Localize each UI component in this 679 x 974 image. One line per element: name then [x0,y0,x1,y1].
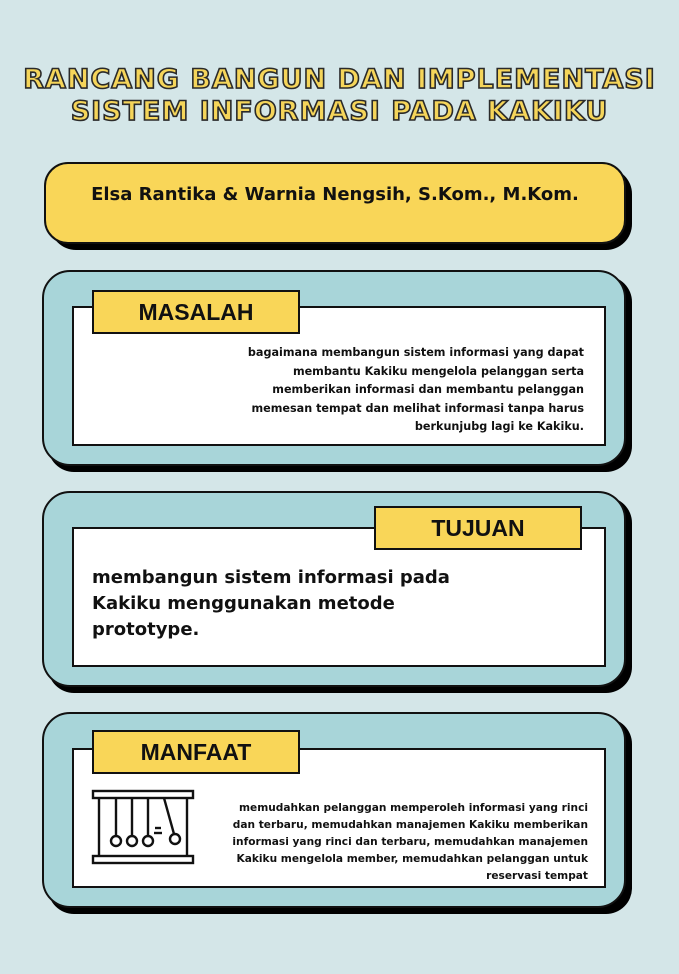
title-line-1: RANCANG BANGUN DAN IMPLEMENTASI [23,64,656,95]
tujuan-line: Kakiku menggunakan metode [92,593,395,614]
tujuan-panel [42,491,626,687]
manfaat-line: informasi yang rinci dan terbaru, memudahkan manajemen [232,836,588,848]
masalah-line: memberikan informasi dan membantu pelanggan [272,383,584,396]
tujuan-text [92,565,492,643]
tujuan-label: TUJUAN [374,506,582,550]
masalah-text [164,344,584,437]
masalah-line: membantu Kakiku mengelola pelanggan serta [292,364,584,378]
tujuan-line: membangun sistem informasi pada [92,567,450,588]
author-box [44,162,626,244]
manfaat-label: MANFAAT [92,730,300,774]
masalah-label: MASALAH [92,290,300,334]
manfaat-text [208,800,588,885]
manfaat-panel [42,712,626,908]
manfaat-line: Kakiku mengelola member, memudahkan pelanggan untuk [236,853,588,865]
masalah-panel [42,270,626,466]
masalah-line: memesan tempat dan melihat informasi tanpa harus [251,401,584,415]
manfaat-line: dan terbaru, memudahkan manajemen Kakiku memberikan [232,819,588,831]
title-line-2: SISTEM INFORMASI PADA KAKIKU [70,96,609,127]
masalah-line: bagaimana membangun sistem informasi yang dapat [247,346,584,359]
manfaat-line: reservasi tempat [486,870,588,882]
newtons-cradle-icon [90,788,196,866]
page-title [0,64,679,128]
tujuan-line: prototype. [92,619,200,640]
manfaat-line: memudahkan pelanggan memperoleh informasi yang rinci [239,802,588,814]
author-names: Elsa Rantika & Warnia Nengsih, S.Kom., M.Kom. [91,184,579,205]
masalah-line: berkunjubg lagi ke Kakiku. [414,420,584,433]
